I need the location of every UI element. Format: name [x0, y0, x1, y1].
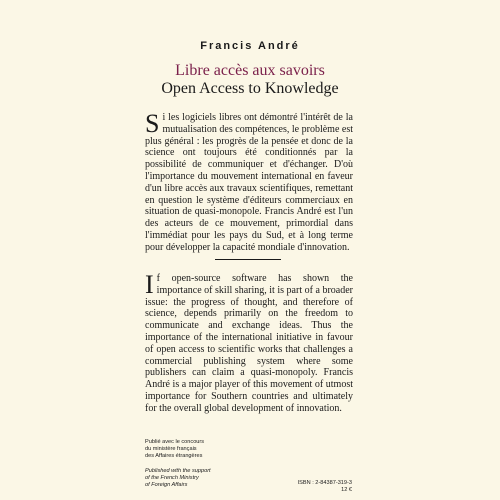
note-line: Publié avec le concours	[145, 439, 205, 445]
note-line: Published with the support	[145, 468, 211, 474]
note-line: of Foreign Affairs	[145, 482, 188, 489]
section-divider	[215, 259, 281, 260]
summary-french	[145, 109, 353, 254]
summary-english-text: f open-source software has shown the importance of skill sharing, it is part of a broader issue: the progress of thought, and therefore of science, depends primarily on the freedom to communicate and exchange ideas. Thus the importance of the international initiative in favour of open access to scientific works that challenges a commercial publishing system where some publishers can claim a quasi-monopoly. Francis André is a major player of this movement of utmost importance for Southern countries and ultimately for the overall global development of innovation.	[145, 273, 353, 414]
summary-french-text: i les logiciels libres ont démontré l'intérêt de la mutualisation des compétences, le problème est plus général : les progrès de la pensée et donc de la science ont toujours été conditionnés par la possibilité de communiquer et d'échanger. D'où l'importance du mouvement international en faveur d'un libre accès aux travaux scientifiques, remettant en question le système d'éditeurs commerciaux en situation de quasi-monopole. Francis André est l'un des acteurs de ce mouvement, primordial dans l'immédiat pour les pays du Sud, et à long terme pour développer la capacité mondiale d'innovation.	[145, 112, 353, 253]
title-french: Libre accès aux savoirs	[175, 62, 325, 79]
publisher-note-french	[145, 439, 255, 461]
dropcap-french: S	[145, 109, 160, 138]
note-line: des Affaires étrangères	[145, 453, 203, 460]
note-line: of the French Ministry	[145, 475, 199, 482]
price-label: 12 €	[341, 487, 352, 493]
note-line: du ministère français	[145, 446, 197, 453]
title-english: Open Access to Knowledge	[161, 80, 339, 97]
isbn-number: ISBN : 2-84387-319-3	[297, 480, 352, 486]
publisher-note-english	[145, 468, 255, 490]
summary-english	[145, 270, 353, 415]
author-name: Francis André	[200, 40, 300, 52]
dropcap-english: I	[145, 270, 154, 299]
